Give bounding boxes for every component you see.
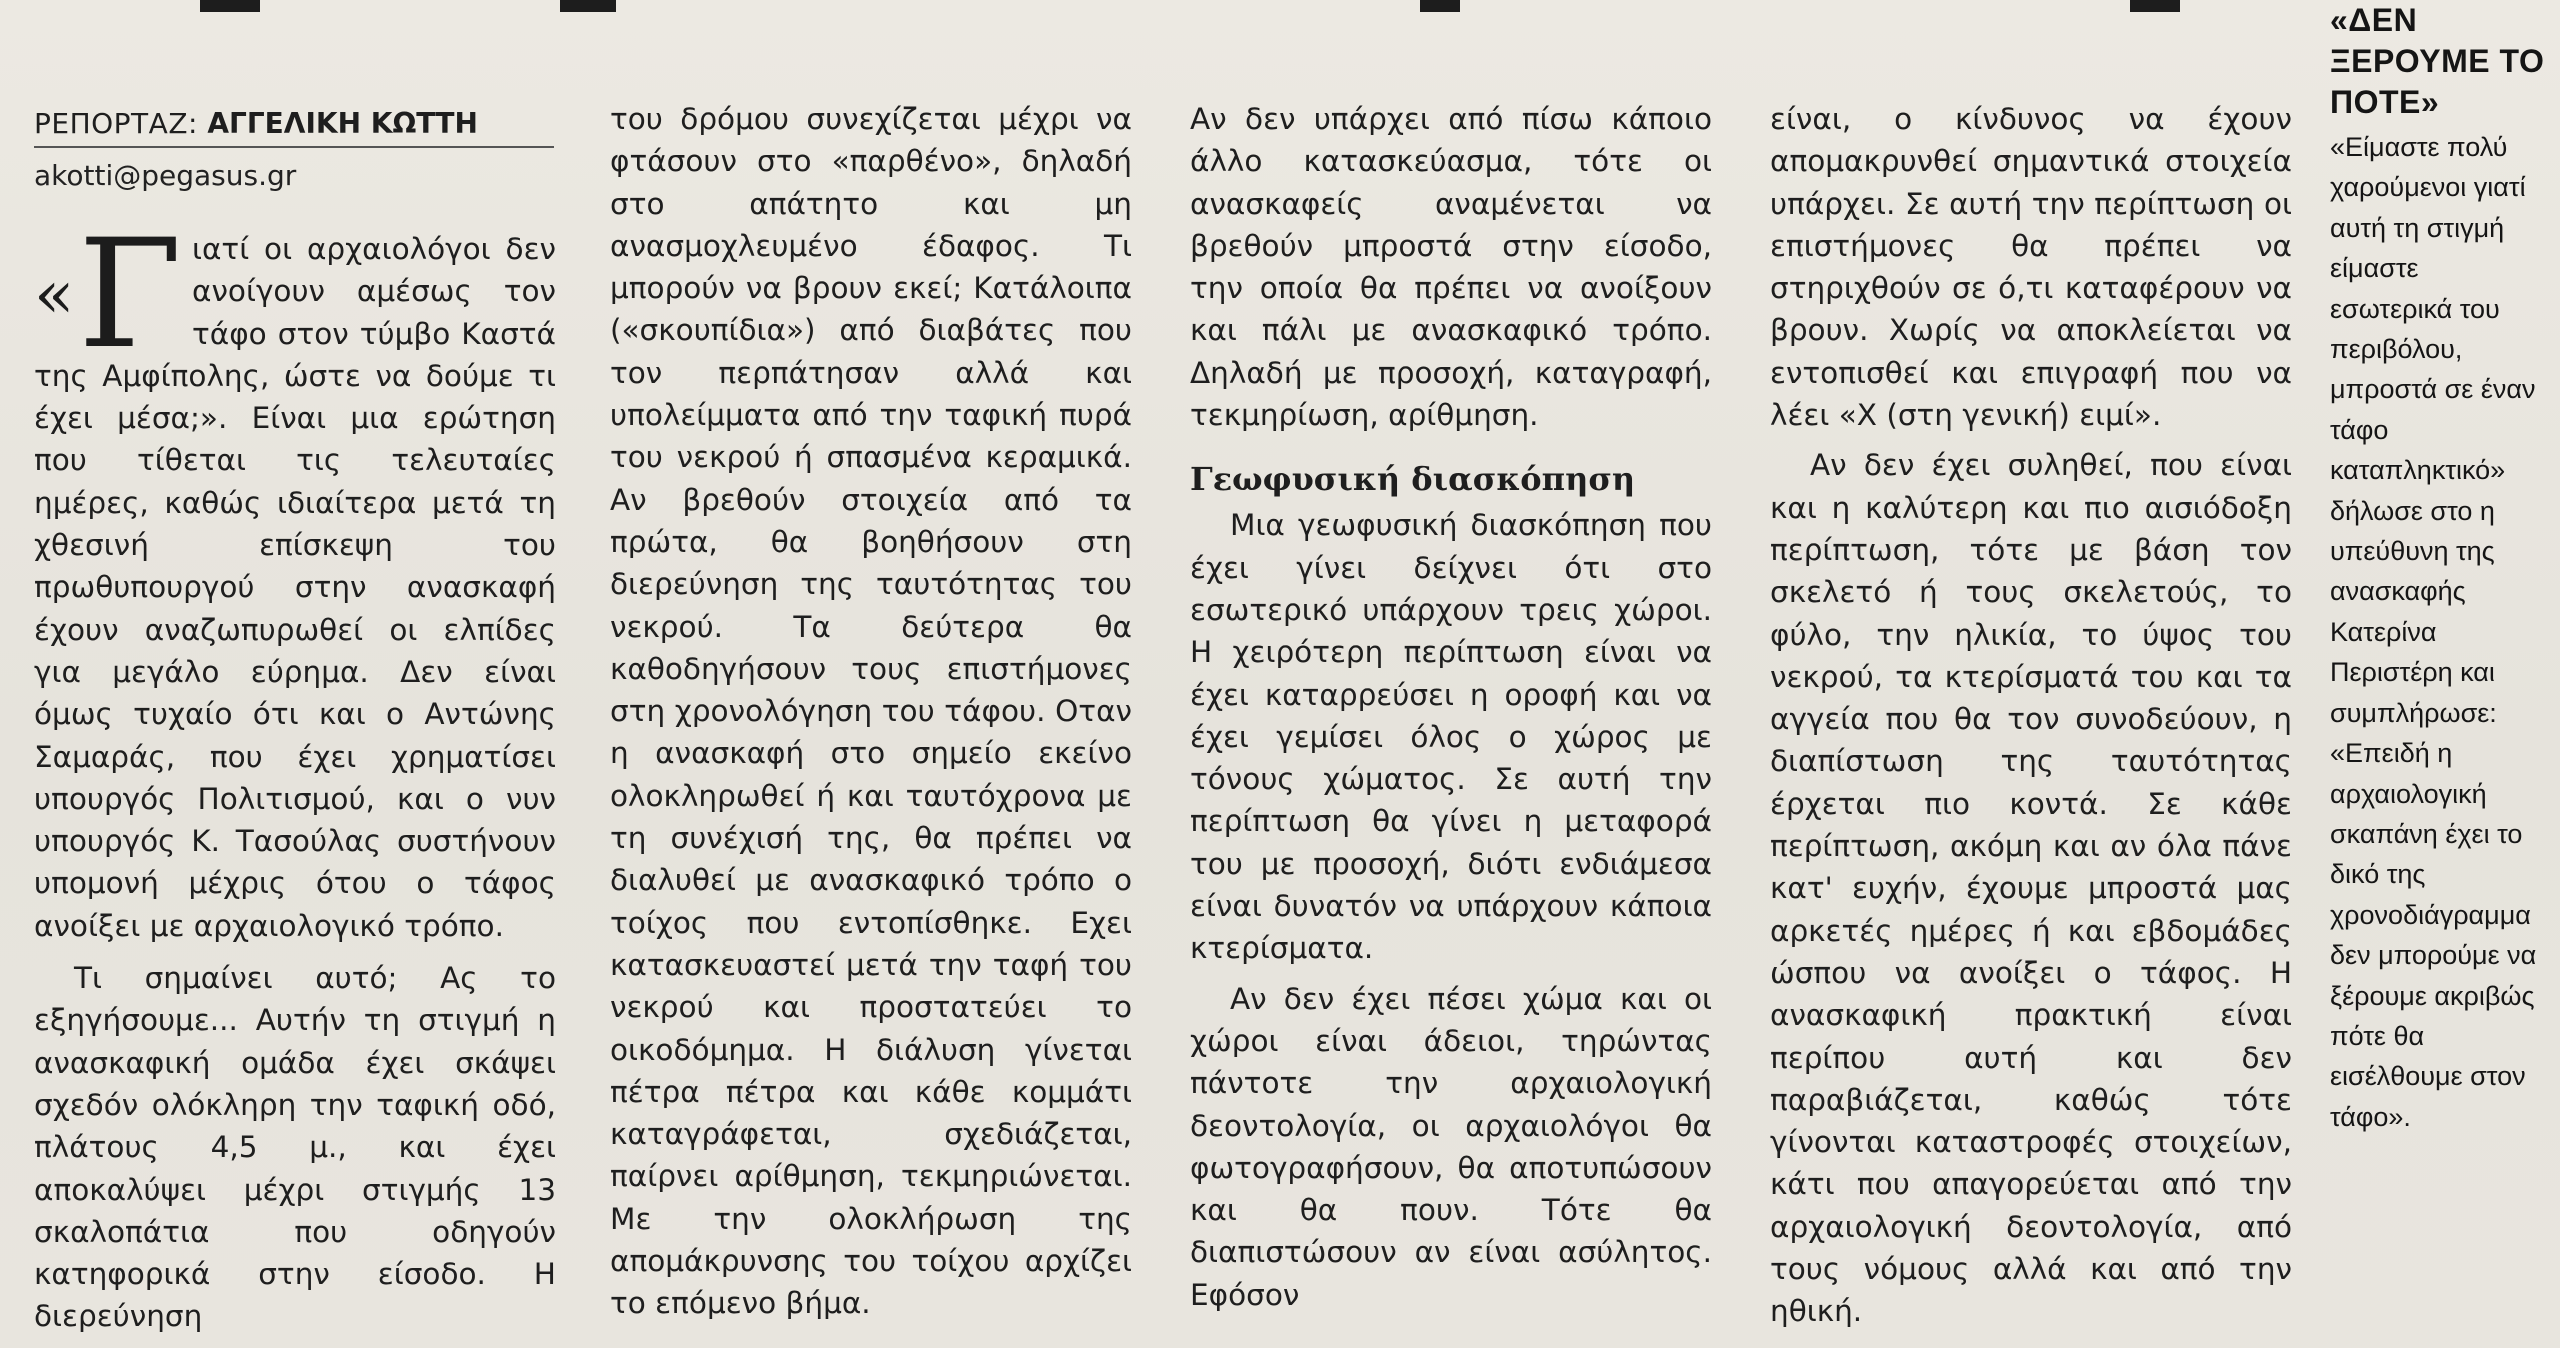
col4-paragraph-2: Αν δεν έχει συληθεί, που είναι και η καλύτερη και πιο αισιόδοξη περίπτωση, τότε με βάση τον σκελετό ή τους σκελετούς, το φύλο, την ηλικία, το ύψος του νεκρού, τα κτερίσματά του και τα αγγεία που θα τον συνοδεύουν, η διαπίστωση της ταυτότητας έρχεται πιο κοντά. Σε κάθε περίπτωση, ακόμη και αν όλα πάνε κατ' ευχήν, έχουμε μπροστά μας αρκετές ημέρες ή και εβδομάδες ώσπου να ανοίξει ο τάφος. Η ανασκαφική πρακτική είναι περίπου αυτή και δεν παραβιάζεται, καθώς τότε γίνονται καταστροφές στοιχείων, κάτι που απαγορεύεται από την αρχαιολογική δεοντολογία, από τους νόμους αλλά και από την ηθική.	[1770, 448, 2292, 1329]
cropped-headline-strip	[0, 0, 2560, 14]
col3-paragraph-3: Αν δεν έχει πέσει χώμα και οι χώροι είναι άδειοι, τηρώντας πάντοτε την αρχαιολογική δεοντολογία, οι αρχαιολόγοι θα φωτογραφήσουν, θα αποτυπώσουν και θα πουν. Τότε θα διαπιστώσουν αν είναι ασύλητος. Εφόσον	[1190, 981, 1712, 1312]
byline-author: ΑΓΓΕΛΙΚΗ ΚΩΤΤΗ	[207, 107, 478, 140]
sidebar-quote-box	[2330, 0, 2548, 1137]
byline	[34, 106, 554, 148]
col4-paragraph-1: είναι, ο κίνδυνος να έχουν απομακρυνθεί σημαντικά στοιχεία υπάρχει. Σε αυτή την περίπτωση οι επιστήμονες θα πρέπει να στηριχθούν σε ό,τι καταφέρουν να βρουν. Χωρίς να αποκλείεται να εντοπισθεί και επιγραφή που να λέει «Χ (στη γενική) ειμί».	[1770, 102, 2292, 433]
author-email: akotti@pegasus.gr	[34, 159, 297, 192]
section-subheading: Γεωφυσική διασκόπηση	[1190, 460, 1636, 499]
sidebar-title: «ΔΕΝ ΞΕΡΟΥΜΕ ΤΟ ΠΟΤΕ»	[2330, 2, 2545, 120]
drop-cap-letter: Γ	[78, 208, 183, 382]
col2-paragraph-1: του δρόμου συνεχίζεται μέχρι να φτάσουν στο «παρθένο», δηλαδή στο απάτητο και μη ανασμοχλευμένο έδαφος. Τι μπορούν να βρουν εκεί; Κατάλοιπα («σκουπίδια») από διαβάτες που τον περπάτησαν αλλά και υπολείμματα από την ταφική πυρά του νεκρού ή σπασμένα κεραμικά. Αν βρεθούν στοιχεία από τα πρώτα, θα βοηθήσουν στη διερεύνηση της ταυτότητας του νεκρού. Τα δεύτερα θα καθοδηγήσουν τους επιστήμονες στη χρονολόγηση του τάφου. Οταν η ανασκαφή στο σημείο εκείνο ολοκληρωθεί ή και ταυτόχρονα με τη συνέχισή της, θα πρέπει να διαλυθεί με ανασκαφικό τρόπο ο τοίχος που εντοπίσθηκε. Εχει κατασκευαστεί μετά την ταφή του νεκρού και προστατεύει το οικοδόμημα. Η διάλυση γίνεται πέτρα πέτρα και κάθε κομμάτι καταγράφεται, σχεδιάζεται, παίρνει αρίθμηση, τεκμηριώνεται. Με την ολοκλήρωση της απομάκρυνσης του τοίχου αρχίζει το επόμενο βήμα.	[610, 102, 1132, 1321]
byline-label: ΡΕΠΟΡΤΑΖ:	[34, 107, 208, 140]
cropped-headline-glyph	[560, 0, 616, 12]
sidebar-quote: «Είμαστε πολύ χαρούμενοι γιατί αυτή τη στιγμή είμαστε εσωτερικά του περιβόλου, μπροστά σε έναν τάφο καταπληκτικό» δήλωσε στο η υπεύθυνη της ανασκαφής Κατερίνα Περιστέρη και συμπλήρωσε: «Επειδή η αρχαιολογική σκαπάνη έχει το δικό της χρονοδιάγραμμα δεν μπορούμε να ξέρουμε ακριβώς πότε θα εισέλθουμε στον τάφο».	[2330, 132, 2537, 1132]
col1-paragraph-1: ιατί οι αρχαιολόγοι δεν ανοίγουν αμέσως τον τάφο στον τύμβο Καστά της Αμφίπολης, ώστε να δούμε τι έχει μέσα;». Είναι μια ερώτηση που τίθεται τις τελευταίες ημέρες, καθώς ιδιαίτερα μετά τη χθεσινή επίσκεψη του πρωθυπουργού στην ανασκαφή έχουν αναζωπυρωθεί οι ελπίδες για μεγάλο εύρημα. Δεν είναι όμως τυχαίο ότι και ο Αντώνης Σαμαράς, που έχει χρηματίσει υπουργός Πολιτισμού, και ο νυν υπουργός Κ. Τασούλας συστήνουν υπομονή μέχρις ότου ο τάφος ανοίξει με αρχαιολογικό τρόπο.	[34, 232, 556, 943]
col1-paragraph-2: Τι σημαίνει αυτό; Ας το εξηγήσουμε... Αυτήν τη στιγμή η ανασκαφική ομάδα έχει σκάψει σχεδόν ολόκληρη την ταφική οδό, πλάτους 4,5 μ., και έχει αποκαλύψει μέχρι στιγμής 13 σκαλοπάτια που οδηγούν κατηφορικά στην είσοδο. Η διερεύνηση	[34, 961, 556, 1334]
drop-cap-quote: «	[34, 256, 75, 333]
cropped-headline-glyph	[200, 0, 260, 12]
column-4	[1770, 98, 2292, 1333]
col3-paragraph-1: Αν δεν υπάρχει από πίσω κάποιο άλλο κατασκεύασμα, τότε οι ανασκαφείς αναμένεται να βρεθούν μπροστά στην είσοδο, την οποία θα πρέπει να ανοίξουν και πάλι με ανασκαφικό τρόπο. Δηλαδή με προσοχή, καταγραφή, τεκμηρίωση, αρίθμηση.	[1190, 102, 1712, 433]
cropped-headline-glyph	[1420, 0, 1460, 12]
column-1	[34, 208, 556, 1338]
col3-paragraph-2: Μια γεωφυσική διασκόπηση που έχει γίνει δείχνει ότι στο εσωτερικό υπάρχουν τρεις χώροι. Η χειρότερη περίπτωση είναι να έχει καταρρεύσει η οροφή και να έχει γεμίσει όλος ο χώρος με τόνους χώματος. Σε αυτή την περίπτωση θα γίνει η μεταφορά του με προσοχή, διότι ενδιάμεσα είναι δυνατόν να υπάρχουν κάποια κτερίσματα.	[1190, 508, 1712, 966]
drop-cap	[34, 208, 184, 382]
column-2	[610, 98, 1132, 1325]
column-3	[1190, 98, 1712, 1316]
cropped-headline-glyph	[2130, 0, 2180, 12]
